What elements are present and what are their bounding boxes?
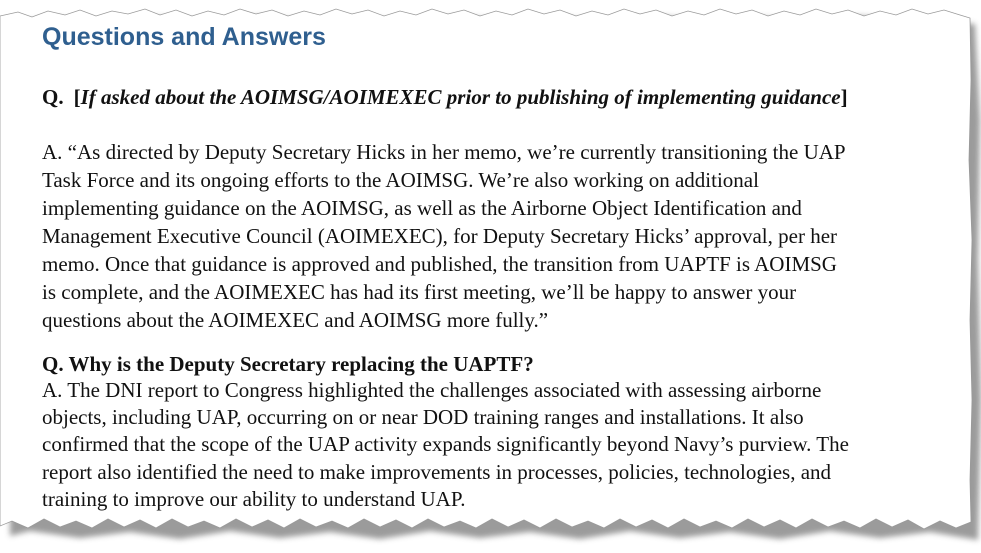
- answer-1-line: memo. Once that guidance is approved and published, the transition from UAPTF is AOIMSG: [42, 252, 837, 276]
- answer-1-line: is complete, and the AOIMEXEC has had its first meeting, we’ll be happy to answer your: [42, 280, 797, 304]
- answer-2-line: confirmed that the scope of the UAP activity expands significantly beyond Navy’s purview. The: [42, 432, 849, 457]
- answer-2-line: report also identified the need to make improvements in processes, policies, technologies, and: [42, 459, 832, 484]
- answer-2-line: objects, including UAP, occurring on or near DOD training ranges and installations. It also: [42, 405, 804, 430]
- answer-2: [42, 377, 962, 513]
- question-1-open-bracket: [: [73, 85, 81, 109]
- answer-2-line: training to improve our ability to understand UAP.: [42, 486, 466, 511]
- question-1-text: If asked about the AOIMSG/AOIMEXEC prior to publishing of implementing guidance: [80, 85, 841, 109]
- answer-1-line: questions about the AOIMEXEC and AOIMSG more fully.”: [42, 308, 549, 332]
- section-heading: Questions and Answers: [42, 23, 326, 51]
- answer-1-line: A. “As directed by Deputy Secretary Hicks in her memo, we’re currently transitioning the UAP: [42, 140, 846, 164]
- answer-1-line: implementing guidance on the AOIMSG, as well as the Airborne Object Identification and: [42, 196, 802, 220]
- question-1-prefix: Q.: [42, 85, 64, 109]
- answer-1: [42, 138, 962, 334]
- question-2: Q. Why is the Deputy Secretary replacing the UAPTF?: [42, 352, 534, 376]
- question-1-close-bracket: ]: [840, 85, 848, 109]
- answer-2-line: A. The DNI report to Congress highlighted the challenges associated with assessing airborne: [42, 378, 822, 402]
- answer-1-line: Task Force and its ongoing efforts to the AOIMSG. We’re also working on additional: [42, 168, 759, 192]
- answer-1-line: Management Executive Council (AOIMEXEC), for Deputy Secretary Hicks’ approval, per her: [42, 224, 838, 248]
- question-1: [42, 84, 848, 110]
